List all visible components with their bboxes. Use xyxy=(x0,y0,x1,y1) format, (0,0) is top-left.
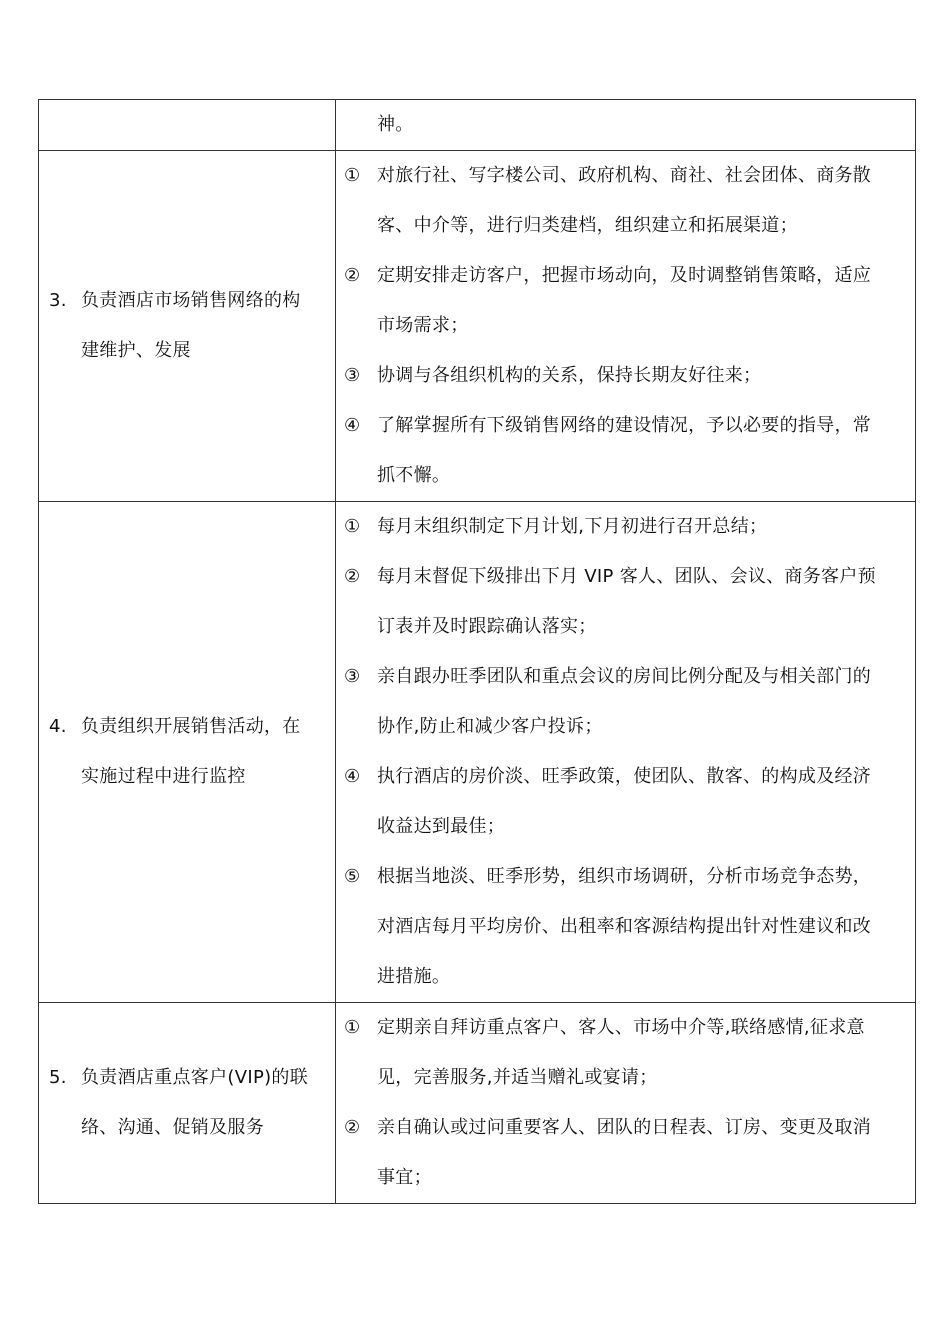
duty-line xyxy=(39,276,335,326)
item-line xyxy=(336,502,915,552)
table-row xyxy=(39,502,916,1003)
items-cell xyxy=(336,1003,916,1204)
duty-cell xyxy=(39,1003,336,1204)
duty-line xyxy=(39,702,335,752)
item-line xyxy=(336,702,915,752)
item-line xyxy=(336,301,915,351)
item-number-marker: ① xyxy=(344,165,361,186)
table-row xyxy=(39,100,916,151)
duty-cell xyxy=(39,100,336,151)
item-number-marker: ② xyxy=(344,566,361,587)
item-text: 亲自跟办旺季团队和重点会议的房间比例分配及与相关部门的 xyxy=(377,666,872,687)
item-text: 神。 xyxy=(377,114,414,135)
items-cell xyxy=(336,100,916,151)
item-text: 订表并及时跟踪确认落实； xyxy=(377,616,597,637)
item-text: 协调与各组织机构的关系，保持长期友好往来； xyxy=(377,365,762,386)
duty-table xyxy=(38,99,916,1204)
duty-line xyxy=(39,326,335,376)
item-text: 收益达到最佳； xyxy=(377,816,506,837)
table-row xyxy=(39,151,916,502)
item-text: 根据当地淡、旺季形势，组织市场调研，分析市场竞争态势， xyxy=(377,866,872,887)
item-number-marker: ④ xyxy=(344,415,361,436)
items-cell xyxy=(336,502,916,1003)
item-line xyxy=(336,100,915,150)
duty-line xyxy=(39,752,335,802)
item-number-marker: ② xyxy=(344,265,361,286)
table-row xyxy=(39,1003,916,1204)
item-line xyxy=(336,401,915,451)
item-line xyxy=(336,251,915,301)
item-line xyxy=(336,952,915,1002)
item-line xyxy=(336,902,915,952)
duty-line xyxy=(39,1053,335,1103)
duty-line xyxy=(39,1103,335,1153)
item-line xyxy=(336,752,915,802)
item-line xyxy=(336,1003,915,1053)
item-line xyxy=(336,201,915,251)
item-number-marker: ③ xyxy=(344,666,361,687)
item-text: 每月末督促下级排出下月 VIP 客人、团队、会议、商务客户预 xyxy=(377,566,876,587)
duty-number: 4. xyxy=(49,716,67,737)
item-line xyxy=(336,151,915,201)
item-text: 抓不懈。 xyxy=(377,465,451,486)
item-line xyxy=(336,1053,915,1103)
item-text: 定期亲自拜访重点客户、客人、市场中介等,联络感情,征求意 xyxy=(377,1017,865,1038)
item-text: 市场需求； xyxy=(377,315,469,336)
item-number-marker: ⑤ xyxy=(344,866,361,887)
duty-text: 实施过程中进行监控 xyxy=(81,766,246,787)
duty-number: 5. xyxy=(49,1067,67,1088)
duty-text: 负责酒店市场销售网络的构 xyxy=(81,290,301,311)
duty-cell xyxy=(39,151,336,502)
item-text: 了解掌握所有下级销售网络的建设情况，予以必要的指导，常 xyxy=(377,415,872,436)
item-line xyxy=(336,852,915,902)
item-number-marker: ① xyxy=(344,516,361,537)
item-text: 定期安排走访客户，把握市场动向，及时调整销售策略，适应 xyxy=(377,265,872,286)
item-line xyxy=(336,451,915,501)
item-text: 见，完善服务,并适当赠礼或宴请； xyxy=(377,1067,658,1088)
item-text: 协作,防止和减少客户投诉； xyxy=(377,716,603,737)
item-text: 执行酒店的房价淡、旺季政策，使团队、散客、的构成及经济 xyxy=(377,766,872,787)
item-number-marker: ③ xyxy=(344,365,361,386)
duty-text: 负责组织开展销售活动，在 xyxy=(81,716,301,737)
item-number-marker: ④ xyxy=(344,766,361,787)
duty-text: 负责酒店重点客户(VIP)的联 xyxy=(81,1067,309,1088)
item-text: 亲自确认或过问重要客人、团队的日程表、订房、变更及取消 xyxy=(377,1117,872,1138)
duty-text: 络、沟通、促销及服务 xyxy=(81,1117,264,1138)
item-number-marker: ② xyxy=(344,1117,361,1138)
item-line xyxy=(336,351,915,401)
item-text: 对酒店每月平均房价、出租率和客源结构提出针对性建议和改 xyxy=(377,916,872,937)
item-text: 进措施。 xyxy=(377,966,451,987)
item-line xyxy=(336,802,915,852)
item-line xyxy=(336,1103,915,1153)
item-line xyxy=(336,652,915,702)
duty-number: 3. xyxy=(49,290,67,311)
item-line xyxy=(336,1153,915,1203)
table-body xyxy=(39,100,916,1204)
item-line xyxy=(336,602,915,652)
duty-cell xyxy=(39,502,336,1003)
item-text: 对旅行社、写字楼公司、政府机构、商社、社会团体、商务散 xyxy=(377,165,872,186)
item-number-marker: ① xyxy=(344,1017,361,1038)
item-line xyxy=(336,552,915,602)
item-text: 每月末组织制定下月计划,下月初进行召开总结； xyxy=(377,516,768,537)
item-text: 事宜； xyxy=(377,1167,432,1188)
duty-text: 建维护、发展 xyxy=(81,340,191,361)
items-cell xyxy=(336,151,916,502)
item-text: 客、中介等，进行归类建档，组织建立和拓展渠道； xyxy=(377,215,798,236)
